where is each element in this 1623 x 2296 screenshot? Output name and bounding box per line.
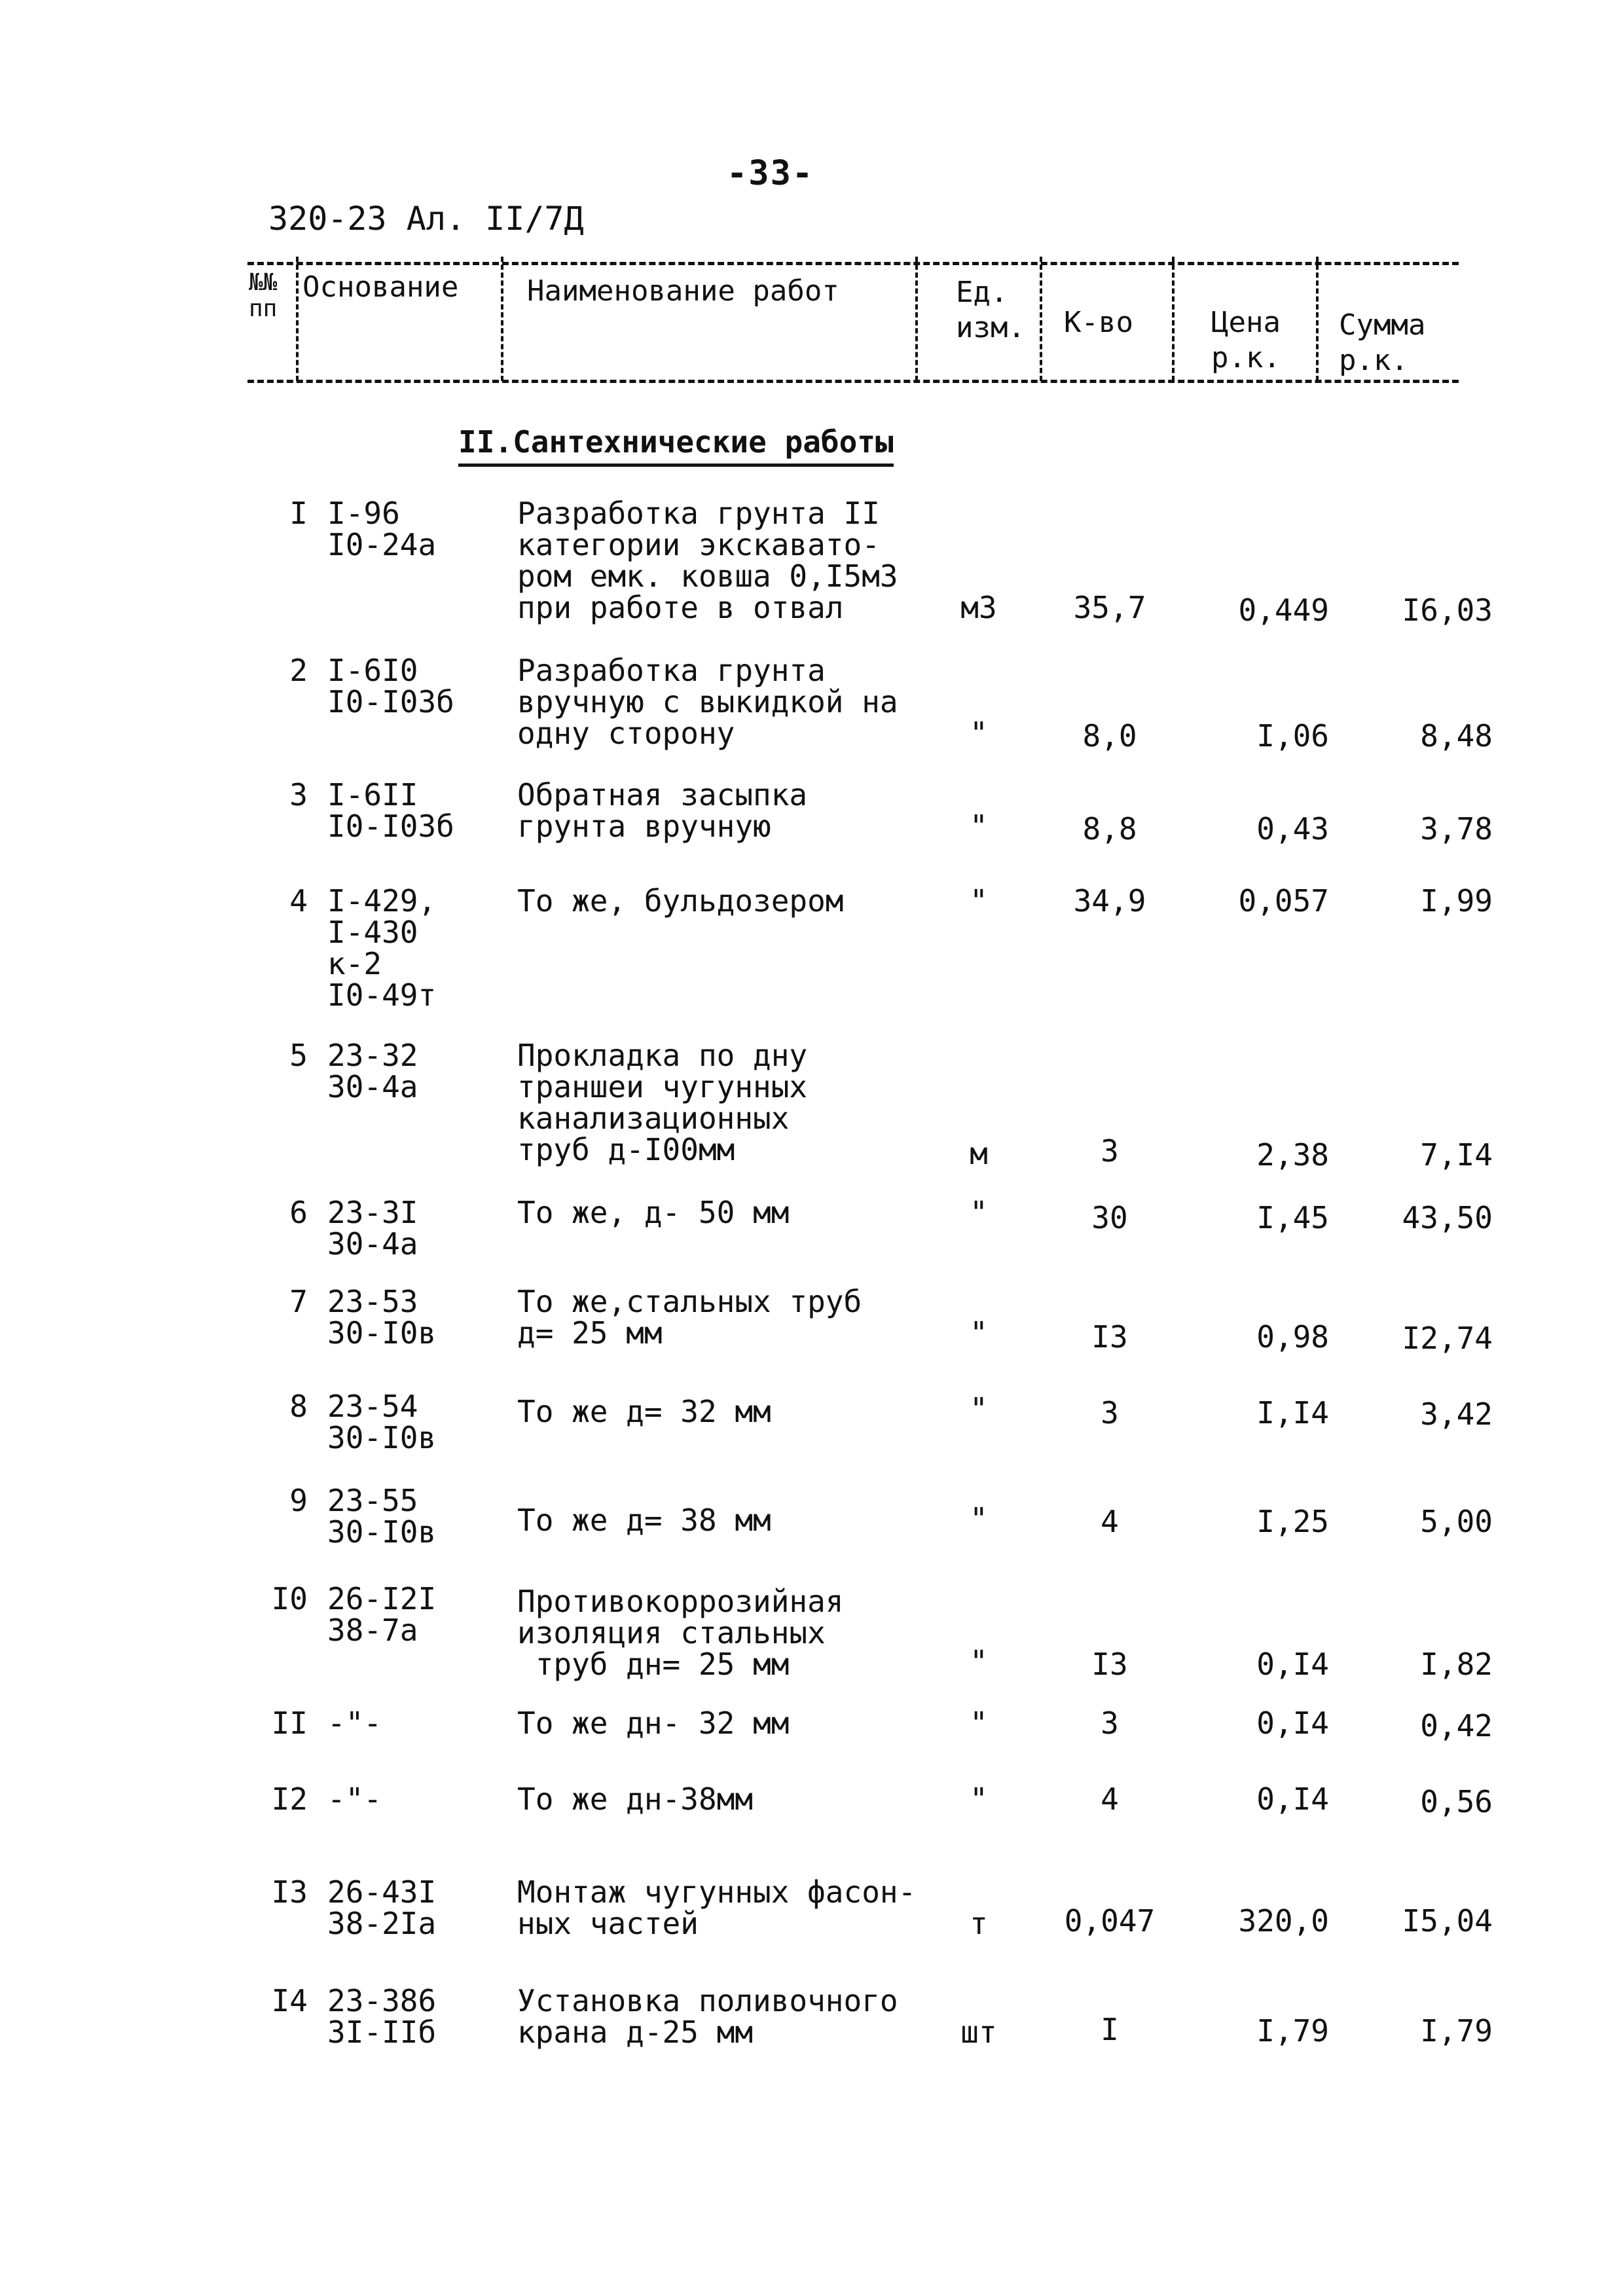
row-basis: 26-43I 38-2Iа <box>327 1874 437 1941</box>
row-work-name: Обратная засыпка грунта вручную <box>517 777 808 844</box>
row-sum: 5,00 <box>1420 1504 1493 1539</box>
row-sum: 7,I4 <box>1420 1137 1493 1173</box>
row-work-name: То же д= 32 мм <box>517 1394 771 1429</box>
row-basis: I-6I0 I0-I03б <box>327 653 454 720</box>
row-number: 6 <box>289 1195 308 1230</box>
row-work-name: Разработка грунта II категории экскавато- ром емк. ковша 0,I5м3 при работе в отвал <box>517 496 898 625</box>
row-price: I,25 <box>1256 1504 1329 1539</box>
row-quantity: 3 <box>1101 1133 1119 1169</box>
page-number: -33- <box>727 154 814 193</box>
row-sum: I,99 <box>1420 883 1493 919</box>
row-number: I4 <box>271 1983 308 2018</box>
row-unit: " <box>970 809 988 844</box>
row-unit: т <box>970 1906 988 1941</box>
row-number: I3 <box>271 1874 308 1910</box>
row-sum: 0,56 <box>1420 1784 1493 1819</box>
row-quantity: 0,047 <box>1064 1903 1156 1939</box>
row-number: 4 <box>289 883 308 919</box>
row-price: 0,I4 <box>1256 1781 1329 1817</box>
row-work-name: Разработка грунта вручную с выкидкой на одну сторону <box>517 653 898 751</box>
row-quantity: 30 <box>1091 1200 1128 1235</box>
header-col-unit: Ед. изм. <box>956 276 1025 344</box>
row-basis: 23-55 30-I0в <box>327 1483 437 1550</box>
row-basis: 23-32 30-4а <box>327 1038 418 1104</box>
row-unit: м <box>970 1136 988 1171</box>
header-bottom-rule <box>247 380 1459 383</box>
header-col-no: №№ пп <box>249 269 278 322</box>
header-col-sum: Сумма р.к. <box>1339 308 1426 377</box>
row-quantity: 3 <box>1101 1395 1119 1430</box>
row-quantity: 35,7 <box>1073 590 1146 625</box>
row-number: 8 <box>289 1389 308 1424</box>
row-sum: 3,42 <box>1420 1396 1493 1432</box>
row-basis: I-96 I0-24а <box>327 496 437 562</box>
row-number: II <box>271 1705 308 1741</box>
row-unit: " <box>970 1705 988 1741</box>
row-work-name: Прокладка по дну траншеи чугунных канализационных труб д-I00мм <box>517 1038 808 1167</box>
row-work-name: Противокоррозийная изоляция стальных труб дн= 25 мм <box>517 1584 844 1682</box>
row-basis: I-429, I-430 к-2 I0-49т <box>327 883 437 1013</box>
row-sum: I2,74 <box>1402 1321 1493 1356</box>
row-unit: " <box>970 1195 988 1230</box>
row-quantity: 8,8 <box>1082 811 1137 847</box>
row-basis: I-6II I0-I03б <box>327 777 454 844</box>
header-separator <box>501 257 503 381</box>
row-price: I,79 <box>1256 2013 1329 2049</box>
row-price: I,45 <box>1256 1200 1329 1235</box>
row-sum: 3,78 <box>1420 811 1493 847</box>
row-work-name: То же дн- 32 мм <box>517 1705 790 1741</box>
row-basis: 23-53 30-I0в <box>327 1284 437 1351</box>
row-work-name: То же д= 38 мм <box>517 1503 771 1538</box>
row-number: I0 <box>271 1581 308 1616</box>
header-separator <box>915 257 918 381</box>
row-unit: " <box>970 1391 988 1427</box>
row-price: 0,057 <box>1238 883 1329 919</box>
row-price: 2,38 <box>1256 1137 1329 1173</box>
header-col-name: Наименование работ <box>527 274 839 308</box>
row-price: 0,I4 <box>1256 1705 1329 1741</box>
row-number: 5 <box>289 1038 308 1073</box>
header-col-basis: Основание <box>302 270 459 304</box>
row-sum: I,82 <box>1420 1647 1493 1682</box>
row-basis: 23-386 3I-IIб <box>327 1983 437 2050</box>
row-quantity: I3 <box>1091 1319 1128 1355</box>
row-basis: 23-3I 30-4а <box>327 1195 418 1262</box>
header-separator <box>296 257 299 381</box>
row-quantity: 34,9 <box>1073 883 1146 919</box>
row-quantity: I3 <box>1091 1647 1128 1682</box>
document-code: 320-23 Ал. II/7Д <box>268 200 584 238</box>
header-separator <box>1040 257 1042 381</box>
row-quantity: 4 <box>1101 1781 1119 1817</box>
row-basis: 23-54 30-I0в <box>327 1389 437 1455</box>
row-work-name: То же, бульдозером <box>517 883 844 919</box>
row-sum: I6,03 <box>1402 592 1493 628</box>
row-unit: " <box>970 1315 988 1351</box>
row-unit: " <box>970 1501 988 1537</box>
section-title: II.Сантехнические работы <box>458 424 894 467</box>
row-sum: 0,42 <box>1420 1708 1493 1743</box>
row-unit: м3 <box>960 590 997 625</box>
header-separator <box>1172 257 1175 381</box>
row-work-name: То же,стальных труб д= 25 мм <box>517 1284 862 1351</box>
row-unit: " <box>970 1644 988 1679</box>
row-price: 0,449 <box>1238 592 1329 628</box>
row-quantity: I <box>1101 2012 1119 2047</box>
row-price: I,I4 <box>1256 1395 1329 1430</box>
row-quantity: 4 <box>1101 1504 1119 1539</box>
row-unit: " <box>970 716 988 751</box>
row-sum: 8,48 <box>1420 718 1493 754</box>
row-price: 0,43 <box>1256 811 1329 847</box>
header-col-qty: К-во <box>1064 306 1133 339</box>
row-unit: " <box>970 883 988 919</box>
header-top-rule <box>247 262 1459 265</box>
row-basis: 26-I2I 38-7а <box>327 1581 437 1648</box>
row-number: 9 <box>289 1483 308 1518</box>
row-work-name: То же дн-38мм <box>517 1781 754 1817</box>
row-number: I2 <box>271 1781 308 1817</box>
row-sum: I,79 <box>1420 2013 1493 2049</box>
row-work-name: Установка поливочного крана д-25 мм <box>517 1983 898 2050</box>
row-unit: " <box>970 1781 988 1817</box>
row-number: 7 <box>289 1284 308 1319</box>
row-price: 320,0 <box>1238 1903 1329 1939</box>
row-number: 3 <box>289 777 308 812</box>
header-col-price: Цена р.к. <box>1211 306 1281 374</box>
row-work-name: Монтаж чугунных фасон- ных частей <box>517 1874 917 1941</box>
row-sum: I5,04 <box>1402 1903 1493 1939</box>
header-separator <box>1316 257 1319 381</box>
row-unit: шт <box>960 2014 997 2050</box>
row-work-name: То же, д- 50 мм <box>517 1195 790 1230</box>
row-sum: 43,50 <box>1402 1200 1493 1235</box>
row-price: I,06 <box>1256 718 1329 754</box>
row-price: 0,98 <box>1256 1319 1329 1355</box>
row-number: I <box>289 496 308 531</box>
row-number: 2 <box>289 653 308 688</box>
row-basis: -"- <box>327 1781 382 1817</box>
row-basis: -"- <box>327 1705 382 1741</box>
row-price: 0,I4 <box>1256 1647 1329 1682</box>
row-quantity: 8,0 <box>1082 718 1137 754</box>
row-quantity: 3 <box>1101 1705 1119 1741</box>
